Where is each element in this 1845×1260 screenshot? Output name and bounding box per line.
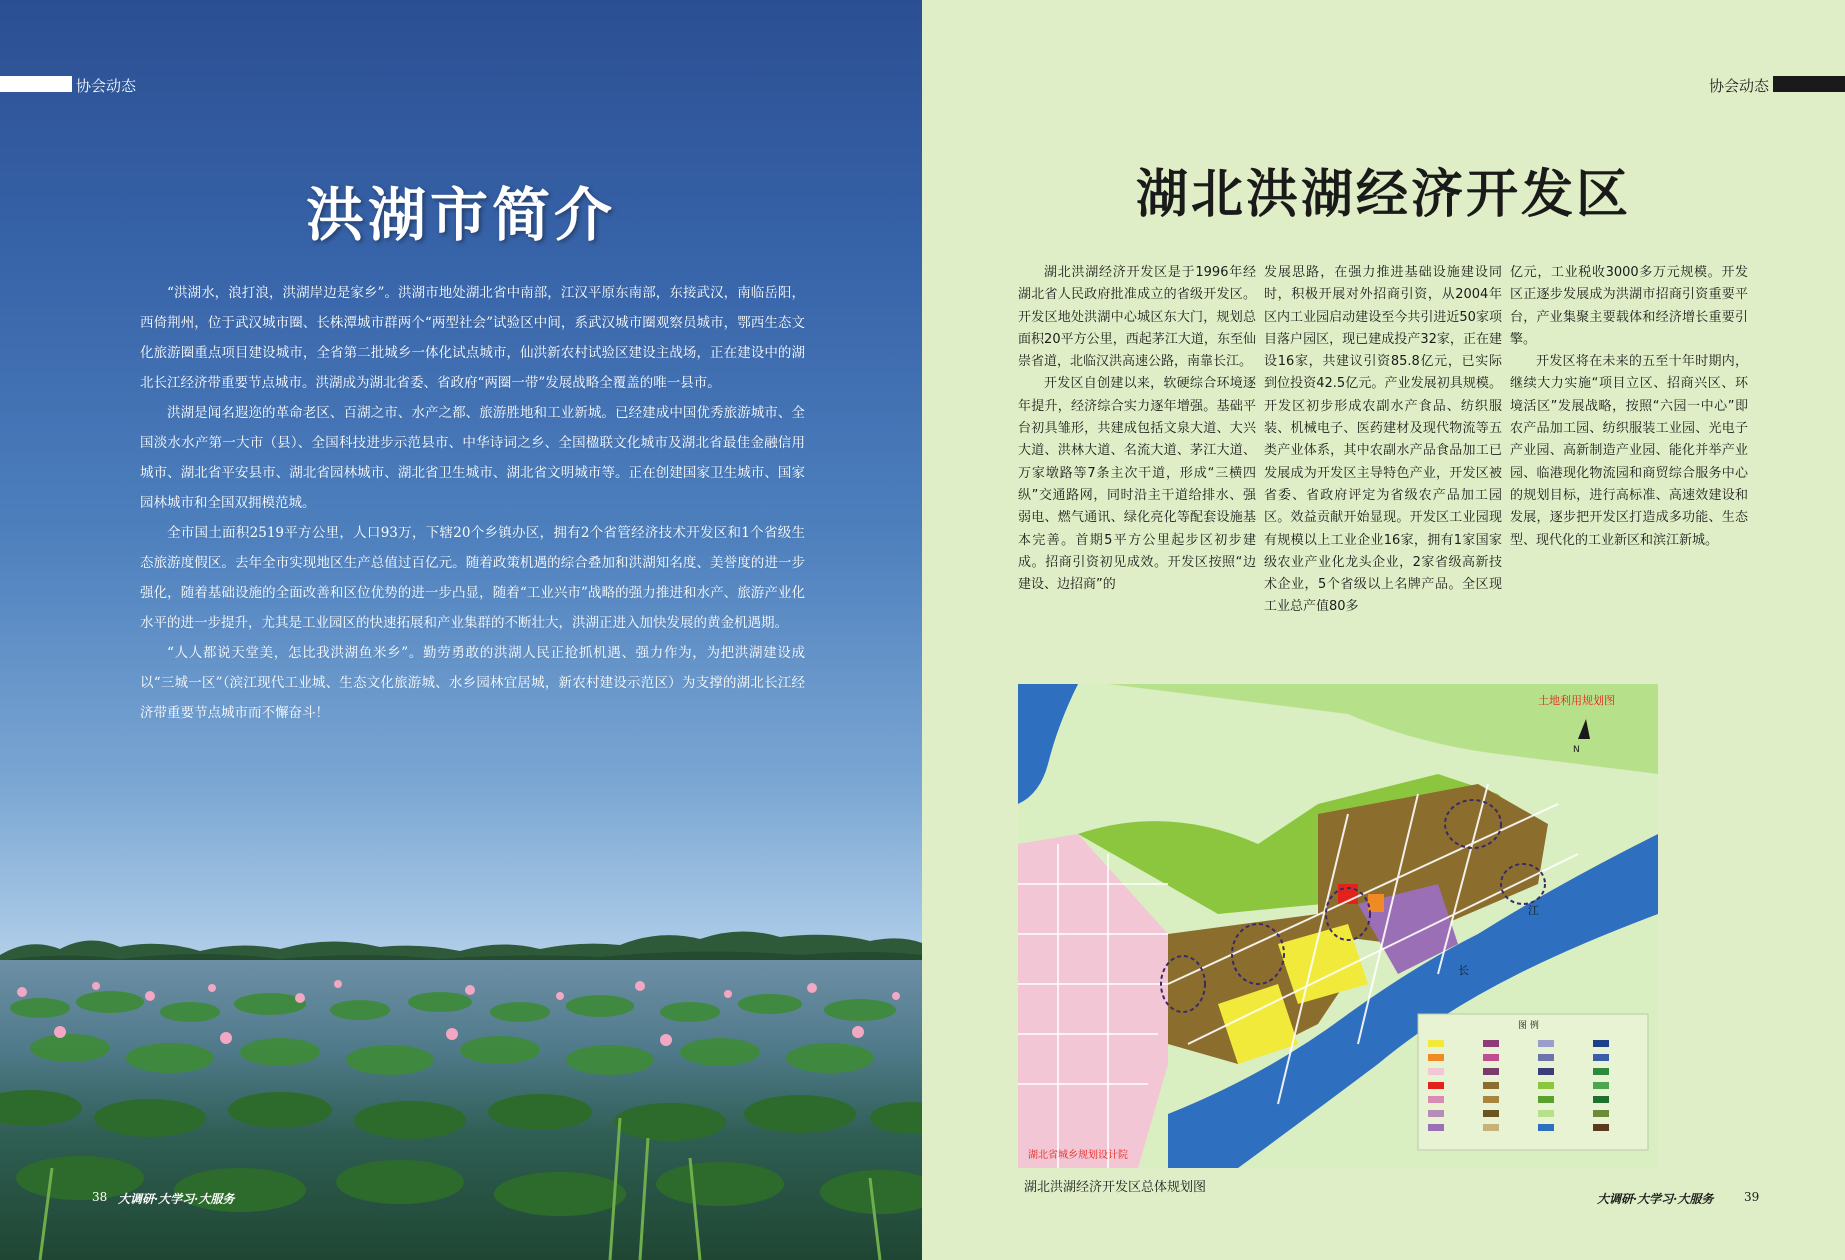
page-title: 洪湖市简介: [305, 181, 616, 249]
river-label: 长: [1458, 964, 1469, 977]
paragraph: 开发区将在未来的五至十年时期内，继续大力实施“项目立区、招商兴区、环境活区”发展战略，按照“六园一中心”即农产品加工园、纺织服装工业园、光电子产业园、高新制造产业园、能化并举产业园、临港现化物流园和商贸综合服务中心的规划目标，进行高标准、高速效建设和发展，逐步把开发区打造成多功能、生态型、现代化的工业新区和滨江新城。: [1510, 354, 1748, 548]
right-page: [922, 0, 1845, 1260]
svg-text:图 例: 图 例: [1518, 1021, 1539, 1031]
section-tag: 协会动态: [1708, 77, 1769, 95]
river-label: 江: [1528, 904, 1539, 917]
paragraph: 发展思路，在强力推进基础设施建设同时，积极开展对外招商引资，从2004年区内工业园启动建设至今共引进近50家项目落户园区，现已建成投产32家，正在建设16家，共建议引资85.8亿元，已实际到位投资42.5亿元。产业发展初具规模。开发区初步形成农副水产食品、纺织服装、机械电子、医药建材及现代物流等五类产业体系，其中农副水产品食品加工已发展成为开发区主导特色产业，开发区被省委、省政府评定为省级农产品加工园区。效益贡献开始显现。开发区工业园现有规模以上工业企业16家，拥有1家国家级农业产业化龙头企业，2家省级高新技术企业，5个省级以上名牌产品。全区现工业总产值80多: [1264, 265, 1502, 615]
map-title: 土地利用规划图: [1538, 694, 1615, 707]
paragraph: 开发区自创建以来，软硬综合环境逐年提升，经济综合实力逐年增强。基础平台初具雏形，共建成包括文泉大道、大兴大道、洪林大道、名流大道、茅江大道、万家墩路等7条主次干道，形成“三横四纵”交通路网，同时沿主干道给排水、强弱电、燃气通讯、绿化亮化等配套设施基本完善。首期5平方公里起步区初步建成。招商引资初见成效。开发区按照“边建设、边招商”的: [1018, 376, 1256, 593]
lotus-field-image: [0, 968, 922, 1260]
paragraph: 亿元，工业税收3000多万元规模。开发区正逐步发展成为洪湖市招商引资重要平台，产业集聚主要载体和经济增长重要引擎。: [1510, 265, 1748, 347]
map-legend: [1418, 1014, 1648, 1150]
article-column-1: [1018, 262, 1256, 596]
paragraph: “洪湖水，浪打浪，洪湖岸边是家乡”。洪湖市地处湖北省中南部，江汉平原东南部，东接武汉，南临岳阳，西倚荆州，位于武汉城市圈、长株潭城市群两个“两型社会”试验区中间，系武汉城市圈观察员城市，鄂西生态文化旅游圈重点项目建设城市，全省第二批城乡一体化试点城市，仙洪新农村试验区建设主战场，正在建设中的湖北长江经济带重要节点城市。洪湖成为湖北省委、省政府“两圈一带”发展战略全覆盖的唯一县市。: [140, 285, 805, 391]
article-body: [140, 278, 805, 728]
paragraph: 洪湖是闻名遐迩的革命老区、百湖之市、水产之都、旅游胜地和工业新城。已经建成中国优秀旅游城市、全国淡水水产第一大市（县）、全国科技进步示范县市、中华诗词之乡、全国楹联文化城市及湖北省最佳金融信用城市、湖北省平安县市、湖北省园林城市、湖北省卫生城市、湖北省文明城市等。正在创建国家卫生城市、国家园林城市和全国双拥模范城。: [140, 405, 805, 511]
page-title: 湖北洪湖经济开发区: [1135, 164, 1631, 225]
paragraph: 全市国土面积2519平方公里，人口93万，下辖20个乡镇办区，拥有2个省管经济技术开发区和1个省级生态旅游度假区。去年全市实现地区生产总值过百亿元。随着政策机遇的综合叠加和洪湖知名度、美誉度的进一步强化，随着基础设施的全面改善和区位优势的进一步凸显，随着“工业兴市”战略的强力推进和水产、旅游产业化水平的进一步提升，尤其是工业园区的快速拓展和产业集群的不断壮大，洪湖正进入加快发展的黄金机遇期。: [140, 525, 805, 631]
page-number: 38: [92, 1190, 108, 1204]
left-page: [0, 0, 922, 1260]
paragraph: “人人都说天堂美，怎比我洪湖鱼米乡”。勤劳勇敢的洪湖人民正抢抓机遇、强力作为，为把洪湖建设成以“三城一区”（滨江现代工业城、生态文化旅游城、水乡园林宜居城，新农村建设示范区）为支撑的湖北长江经济带重要节点城市而不懈奋斗！: [140, 645, 805, 721]
page-number: 39: [1744, 1190, 1760, 1204]
planning-firm-label: 湖北省城乡规划设计院: [1028, 1150, 1128, 1161]
footer-slogan: 大调研·大学习·大服务: [1597, 1192, 1714, 1206]
section-tag-bar: [0, 76, 72, 92]
paragraph: 湖北洪湖经济开发区是于1996年经湖北省人民政府批准成立的省级开发区。开发区地处洪湖中心城区东大门，规划总面积20平方公里，西起茅江大道，东至仙崇省道，北临汉洪高速公路，南靠长江。: [1018, 265, 1256, 370]
footer-slogan: 大调研·大学习·大服务: [118, 1192, 235, 1206]
section-tag-bar: [1773, 76, 1845, 92]
svg-text:N: N: [1573, 745, 1580, 755]
map-caption: 湖北洪湖经济开发区总体规划图: [1024, 1180, 1207, 1195]
section-tag: 协会动态: [76, 77, 137, 95]
article-column-3: [1510, 262, 1748, 552]
land-use-plan-map: [1018, 684, 1658, 1168]
article-column-2: [1264, 262, 1502, 619]
